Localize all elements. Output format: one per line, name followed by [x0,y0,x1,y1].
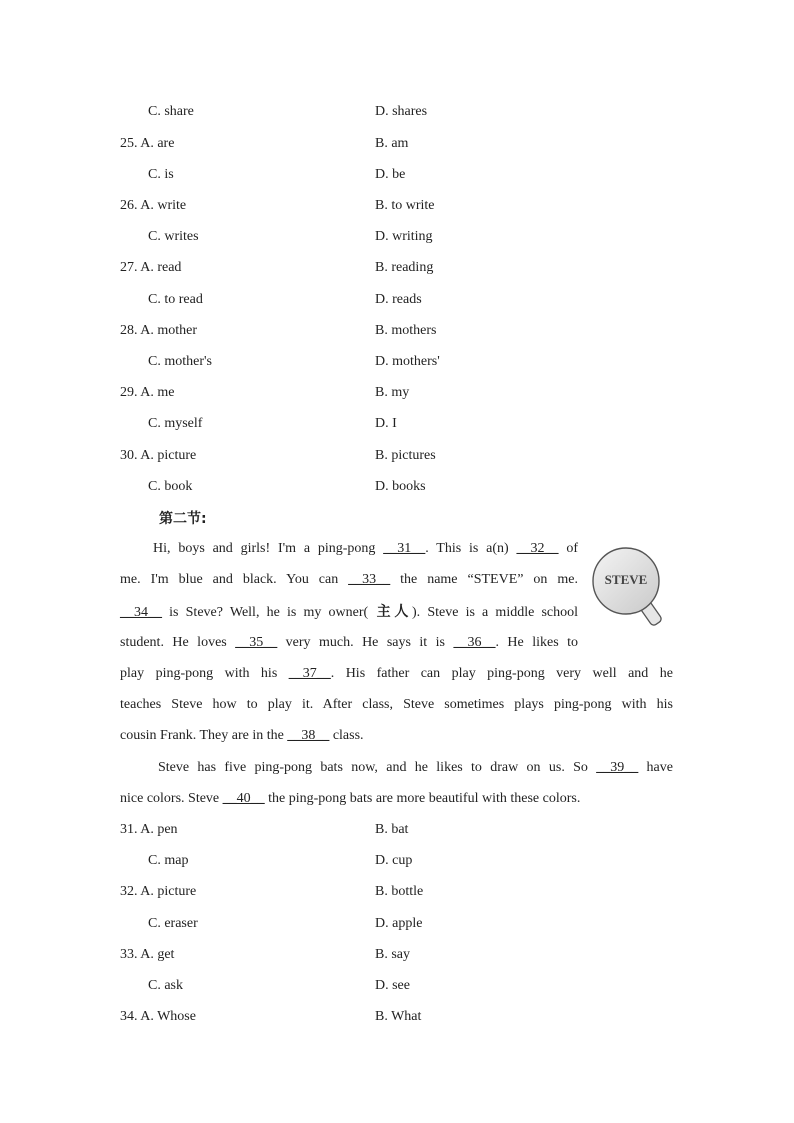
option-row-32-ab [0,882,794,902]
option-c: C. is [148,167,174,182]
option-d: D. apple [375,916,423,931]
option-d: D. writing [375,229,433,244]
option-d: D. see [375,978,410,993]
blank-37: __37__ [288,666,331,681]
option-row-30-ab [0,446,794,466]
passage-line-9: nice colors. Steve __40__ the ping-pong bats are more beautiful with these colors. [120,791,581,806]
option-c: C. myself [148,416,203,431]
option-d: D. books [375,479,426,494]
option-b: B. reading [375,260,434,275]
blank-40: __40__ [222,791,265,806]
blank-31: __31__ [383,541,426,556]
blank-32: __32__ [516,541,559,556]
passage-line-5: play ping-pong with his __37__. His father can play ping-pong very well and he [120,666,673,681]
option-b: B. bottle [375,884,424,899]
option-row-26-ab [0,196,794,216]
passage-line-4: student. He loves __35__ very much. He says it is __36__. He likes to [120,635,579,650]
option-a: 27. A. read [120,260,182,275]
option-b: B. to write [375,198,435,213]
option-row-25-cd [0,165,794,185]
passage-line-6: teaches Steve how to play it. After class, Steve sometimes plays ping-pong with his [120,697,673,712]
option-row-26-cd [0,227,794,247]
option-row-29-cd [0,414,794,434]
option-c: C. map [148,853,189,868]
option-c: C. eraser [148,916,198,931]
option-b: B. bat [375,822,409,837]
blank-39: __39__ [596,760,639,775]
blank-38: __38__ [287,728,330,743]
option-c: C. mother's [148,354,212,369]
blank-33: __33__ [348,572,391,587]
passage-line-1: Hi, boys and girls! I'm a ping-pong __31__. This is a(n) __32__ of [153,541,578,556]
option-c: C. to read [148,292,203,307]
option-a: 32. A. picture [120,884,197,899]
option-d: D. I [375,416,397,431]
option-a: 29. A. me [120,385,175,400]
passage-line-7: cousin Frank. They are in the __38__ class. [120,728,364,743]
option-a: 33. A. get [120,947,175,962]
option-b: B. What [375,1009,422,1024]
passage-line-3: __34__ is Steve? Well, he is my owner( 主人). Steve is a middle school [120,604,579,620]
option-d: D. be [375,167,406,182]
option-d: D. reads [375,292,422,307]
option-b: B. my [375,385,410,400]
option-c: C. ask [148,978,183,993]
option-c: C. writes [148,229,199,244]
option-row-28-ab [0,321,794,341]
blank-34: __34__ [120,605,162,620]
option-b: B. am [375,136,409,151]
option-b: B. mothers [375,323,437,338]
option-row-24-cd [0,102,794,122]
option-a: 34. A. Whose [120,1009,196,1024]
option-a: 26. A. write [120,198,187,213]
paddle-label: STEVE [604,572,648,587]
option-d: D. shares [375,104,428,119]
option-row-27-cd [0,290,794,310]
option-c: C. book [148,479,193,494]
option-a: 25. A. are [120,136,175,151]
option-b: B. pictures [375,448,436,463]
option-row-27-ab [0,258,794,278]
option-row-29-ab [0,383,794,403]
option-row-33-ab [0,945,794,965]
passage-line-2: me. I'm blue and black. You can __33__ the name “STEVE” on me. [120,572,578,587]
option-a: 28. A. mother [120,323,197,338]
option-c: C. share [148,104,194,119]
option-a: 30. A. picture [120,448,197,463]
option-d: D. mothers' [375,354,440,369]
option-row-32-cd [0,914,794,934]
option-row-30-cd [0,477,794,497]
section-title: 第二节: [159,511,207,527]
option-b: B. say [375,947,410,962]
option-a: 31. A. pen [120,822,178,837]
ping-pong-paddle-icon [590,545,674,631]
blank-35: __35__ [235,635,278,650]
option-row-25-ab [0,134,794,154]
blank-36: __36__ [453,635,496,650]
option-row-34-ab [0,1007,794,1027]
option-d: D. cup [375,853,413,868]
option-row-31-ab [0,820,794,840]
passage-line-8: Steve has five ping-pong bats now, and he likes to draw on us. So __39__ have [158,760,673,775]
option-row-33-cd [0,976,794,996]
option-row-31-cd [0,851,794,871]
option-row-28-cd [0,352,794,372]
